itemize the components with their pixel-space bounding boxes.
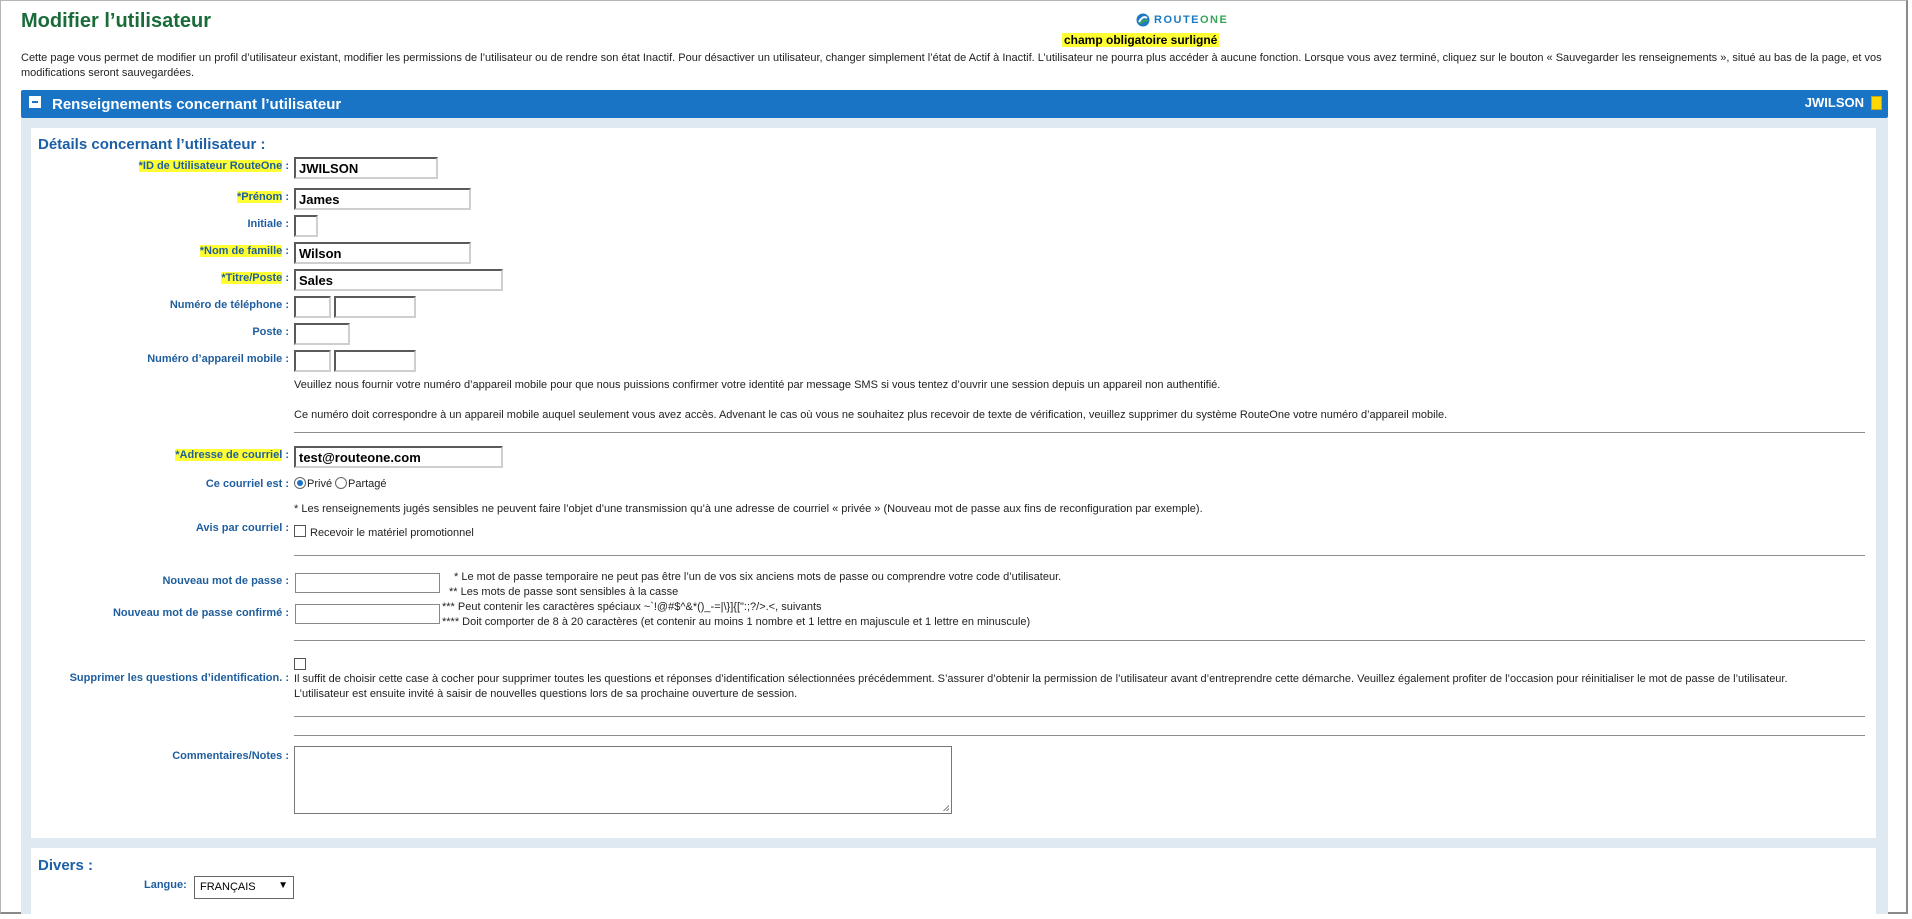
misc-section-title: Divers :	[38, 857, 94, 874]
divider	[294, 735, 1865, 736]
extension-field[interactable]	[294, 323, 350, 345]
last-name-field[interactable]: Wilson	[294, 242, 471, 264]
email-sensitive-note: * Les renseignements jugés sensibles ne peuvent faire l’objet d’une transmission qu’à une adresse de courriel « privée » (Nouveau mot de passe aux fins de reconfiguration par exemple).	[294, 503, 1203, 515]
intro-text: Cette page vous permet de modifier un profil d’utilisateur existant, modifier les permissions de l’utilisateur ou de rendre son état Inactif. Pour désactiver un utilisateur, changer simplement l’état de Actif à Inactif. L’utilisateur ne pourra plus accéder à aucune fonction. Lorsque vous avez terminé, cliquez sur le bouton « Sauvegarder les renseignements », situé au bas de la page, et vos modifications seront sauvegardées.	[21, 52, 1882, 79]
password-rule-1: * Le mot de passe temporaire ne peut pas être l’un de vos six anciens mots de passe ou comprendre votre code d’utilisateur.	[454, 571, 1062, 583]
email-field[interactable]: test@routeone.com	[294, 446, 503, 468]
first-name-field[interactable]: James	[294, 188, 471, 210]
delete-questions-checkbox[interactable]	[294, 658, 306, 670]
required-field-note: champ obligatoire surligné	[1064, 33, 1218, 47]
password-rule-3: *** Peut contenir les caractères spéciaux ~`!@#$^&*()_-=|\}]{[":;?/>.<, suivants	[442, 601, 822, 613]
first-name-label: *Prénom :	[237, 191, 289, 203]
mobile-area-code-field[interactable]	[294, 350, 331, 372]
page-title: Modifier l’utilisateur	[21, 10, 212, 32]
divider	[294, 716, 1865, 717]
language-label: Langue:	[144, 879, 187, 891]
phone-label: Numéro de téléphone :	[169, 299, 289, 311]
delete-questions-label: Supprimer les questions d’identification. :	[69, 672, 289, 684]
comments-textarea[interactable]	[294, 746, 952, 814]
mobile-number-field[interactable]	[334, 350, 416, 372]
extension-label: Poste :	[252, 326, 289, 338]
email-private-radio[interactable]	[294, 477, 306, 489]
user-id-field[interactable]: JWILSON	[294, 157, 438, 179]
email-shared-label: Partagé	[348, 478, 387, 490]
panel-header	[21, 90, 1888, 118]
confirm-password-label: Nouveau mot de passe confirmé :	[112, 607, 289, 619]
panel-user-tag: JWILSON	[1804, 95, 1864, 110]
promo-checkbox[interactable]	[294, 525, 306, 537]
language-select-value: FRANÇAIS	[200, 881, 256, 893]
password-rule-2: ** Les mots de passe sont sensibles à la casse	[449, 586, 679, 598]
user-id-label: *ID de Utilisateur RouteOne :	[138, 160, 289, 172]
details-section-title: Détails concernant l’utilisateur :	[38, 136, 266, 153]
email-type-label: Ce courriel est :	[205, 478, 289, 490]
mobile-label: Numéro d’appareil mobile :	[147, 353, 289, 365]
routeone-logo	[1136, 13, 1228, 27]
language-select[interactable]	[194, 876, 294, 899]
new-password-label: Nouveau mot de passe :	[162, 575, 289, 587]
chevron-down-icon: ▼	[278, 880, 288, 891]
phone-area-code-field[interactable]	[294, 296, 331, 318]
routeone-logo-icon	[1136, 13, 1150, 27]
initial-label: Initiale :	[247, 218, 289, 230]
logo-text-one: ONE	[1200, 14, 1229, 26]
logo-text-route: ROUTE	[1154, 14, 1200, 26]
panel-title: Renseignements concernant l’utilisateur	[52, 96, 342, 113]
initial-field[interactable]	[294, 215, 318, 237]
mobile-note-2: Ce numéro doit correspondre à un appareil mobile auquel seulement vous avez accès. Advenant le cas où vous ne souhaitez plus recevoir de texte de vérification, veuillez supprimer du système RouteOne votre numéro d’appareil mobile.	[294, 409, 1448, 421]
new-password-field[interactable]	[295, 573, 440, 593]
email-label: *Adresse de courriel :	[175, 449, 289, 461]
confirm-password-field[interactable]	[295, 604, 440, 624]
job-title-field[interactable]: Sales	[294, 269, 503, 291]
email-private-label: Privé	[307, 478, 333, 490]
divider	[294, 640, 1865, 641]
divider	[294, 432, 1865, 433]
misc-card	[31, 848, 1876, 918]
divider	[294, 555, 1865, 556]
email-notice-label: Avis par courriel :	[195, 522, 289, 534]
phone-number-field[interactable]	[334, 296, 416, 318]
collapse-icon[interactable]	[29, 96, 41, 108]
document-icon[interactable]	[1871, 96, 1882, 110]
resize-grip-icon[interactable]	[943, 805, 949, 811]
last-name-label: *Nom de famille :	[199, 245, 289, 257]
delete-questions-text: Il suffit de choisir cette case à cocher pour supprimer toutes les questions et réponses d’identification sélectionnées précédemment. S’assurer d’obtenir la permission de l’utilisateur avant d’entreprendre cette démarche. Veuillez également profiter de l’occasion pour réinitialiser le mot de passe de l’utilisateur. L’utilisateur est ensuite invité à saisir de nouvelles questions lors de sa prochaine ouverture de session.	[294, 673, 1788, 700]
email-shared-radio[interactable]	[335, 477, 347, 489]
job-title-label: *Titre/Poste :	[221, 272, 289, 284]
comments-label: Commentaires/Notes :	[172, 750, 289, 762]
promo-label: Recevoir le matériel promotionnel	[310, 527, 474, 539]
mobile-note-1: Veuillez nous fournir votre numéro d’appareil mobile pour que nous puissions confirmer votre identité par message SMS si vous tentez d’ouvrir une session depuis un appareil non authentifié.	[294, 379, 1221, 391]
password-rule-4: **** Doit comporter de 8 à 20 caractères (et contenir au moins 1 nombre et 1 lettre en majuscule et 1 lettre en minuscule)	[442, 616, 1031, 628]
